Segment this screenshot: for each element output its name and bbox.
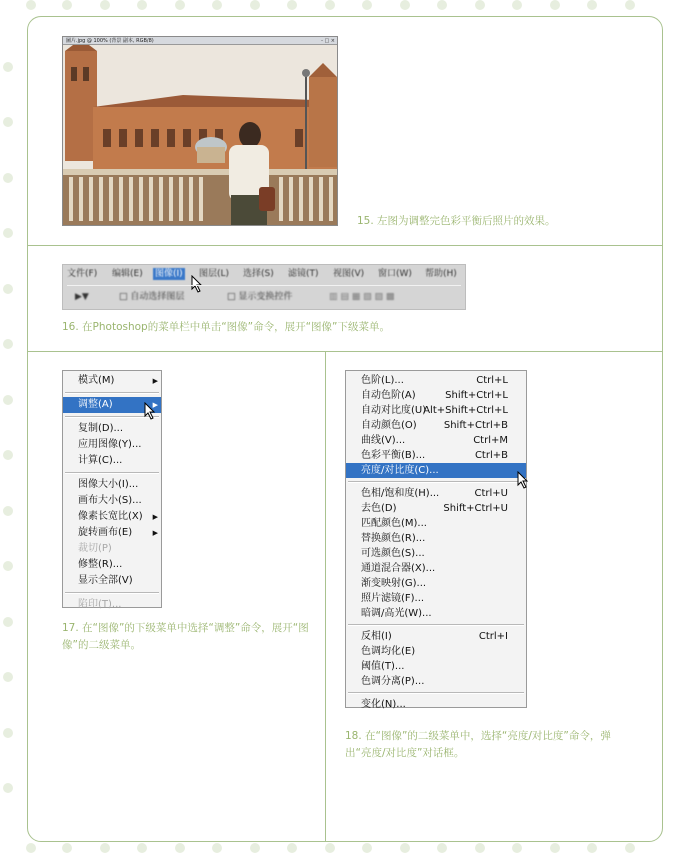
caption-step-15: 15. 左图为调整完色彩平衡后照片的效果。 xyxy=(357,215,556,227)
menu-item[interactable] xyxy=(346,576,526,591)
menu-edit[interactable]: 编辑(E) xyxy=(112,269,143,279)
menu-item-label: 应用图像(Y)... xyxy=(78,439,142,450)
menu-item[interactable] xyxy=(63,525,161,541)
menu-item-label: 渐变映射(G)... xyxy=(361,578,427,589)
menu-item[interactable] xyxy=(346,659,526,674)
menu-item-label: 复制(D)... xyxy=(78,423,124,434)
menu-item[interactable] xyxy=(346,644,526,659)
menu-item[interactable] xyxy=(63,373,161,389)
menu-view[interactable]: 视图(V) xyxy=(333,269,365,279)
move-tool-icon[interactable]: ▶▼ xyxy=(75,292,89,302)
decorative-dots-left xyxy=(0,0,14,854)
menu-item-shortcut: Ctrl+B xyxy=(474,450,508,461)
menu-item-shortcut: Ctrl+L xyxy=(476,375,508,386)
menu-item xyxy=(63,541,161,557)
menu-item-label: 变化(N)... xyxy=(361,699,406,710)
caption-step-16: 16. 在Photoshop的菜单栏中单击“图像”命令，展开“图像”下级菜单。 xyxy=(62,321,390,333)
menu-item-label: 像素长宽比(X) xyxy=(78,511,143,522)
menu-file[interactable]: 文件(F) xyxy=(67,269,98,279)
caption-step-17: 17. 在“图像”的下级菜单中选择“调整”命令，展开“图像”的二级菜单。 xyxy=(62,622,309,651)
submenu-arrow-icon: ▶ xyxy=(152,513,158,521)
menu-item-label: 照片滤镜(F)... xyxy=(361,593,425,604)
menu-separator xyxy=(65,472,159,474)
decorative-dots-bottom xyxy=(0,843,673,853)
menu-item[interactable] xyxy=(63,573,161,589)
menu-item-label: 陷印(T)... xyxy=(78,599,122,610)
menu-item-label: 色调均化(E) xyxy=(361,646,416,657)
menu-item[interactable] xyxy=(346,516,526,531)
menu-item[interactable] xyxy=(346,373,526,388)
align-icons: ▥ ▤ ▦ ▧ ▨ ▩ xyxy=(329,292,395,302)
menu-item[interactable] xyxy=(346,486,526,501)
auto-select-checkbox[interactable]: □ 自动选择图层 xyxy=(119,292,185,302)
menu-item[interactable] xyxy=(346,606,526,621)
menu-item-label: 自动对比度(U) xyxy=(361,405,427,416)
menu-item[interactable] xyxy=(346,591,526,606)
menu-layer[interactable]: 图层(L) xyxy=(199,269,230,279)
menu-separator xyxy=(348,481,524,483)
menu-item-shortcut: Alt+Shift+Ctrl+L xyxy=(423,405,508,416)
menu-separator xyxy=(348,624,524,626)
menu-item[interactable] xyxy=(63,453,161,469)
menu-item[interactable] xyxy=(346,403,526,418)
photo-window-titlebar xyxy=(63,37,337,45)
menu-select[interactable]: 选择(S) xyxy=(243,269,274,279)
photoshop-menubar xyxy=(62,264,466,310)
menu-separator xyxy=(348,692,524,694)
menu-item-label: 色相/饱和度(H)... xyxy=(361,488,440,499)
menu-item xyxy=(63,597,161,613)
mouse-cursor-icon xyxy=(144,402,156,420)
menu-item-label: 旋转画布(E) xyxy=(78,527,133,538)
menu-separator xyxy=(65,392,159,394)
menu-item-label: 色阶(L)... xyxy=(361,375,404,386)
menu-item-shortcut: Shift+Ctrl+B xyxy=(443,420,508,431)
menu-item-shortcut: Ctrl+I xyxy=(478,631,508,642)
show-transform-checkbox[interactable]: □ 显示变换控件 xyxy=(227,292,293,302)
menu-item[interactable] xyxy=(346,674,526,689)
menu-item-label: 自动色阶(A) xyxy=(361,390,416,401)
adjustments-submenu xyxy=(345,370,527,708)
menu-item[interactable] xyxy=(346,546,526,561)
menu-filter[interactable]: 滤镜(T) xyxy=(288,269,319,279)
menu-item[interactable] xyxy=(63,437,161,453)
menu-item-label: 替换颜色(R)... xyxy=(361,533,426,544)
menu-item-label: 曲线(V)... xyxy=(361,435,406,446)
menu-item[interactable] xyxy=(346,697,526,712)
menu-item-label: 显示全部(V) xyxy=(78,575,133,586)
window-controls[interactable]: - □ × xyxy=(321,38,335,44)
menu-item[interactable] xyxy=(63,477,161,493)
menu-item[interactable] xyxy=(63,509,161,525)
menu-item[interactable] xyxy=(346,531,526,546)
options-toolbar xyxy=(67,285,461,308)
menu-item[interactable] xyxy=(63,421,161,437)
menu-item-shortcut: Shift+Ctrl+L xyxy=(445,390,508,401)
menu-item[interactable] xyxy=(346,388,526,403)
menu-item-shortcut: Ctrl+M xyxy=(473,435,508,446)
menu-image[interactable]: 图像(I) xyxy=(155,269,183,279)
menu-item-label: 计算(C)... xyxy=(78,455,123,466)
menu-item-label: 画布大小(S)... xyxy=(78,495,142,506)
menu-item-shortcut: Shift+Ctrl+U xyxy=(443,503,508,514)
menu-item-label: 调整(A) xyxy=(78,399,113,410)
menu-item[interactable] xyxy=(63,557,161,573)
divider-vertical xyxy=(325,351,326,842)
menu-item-label: 自动颜色(O) xyxy=(361,420,417,431)
divider-1 xyxy=(27,245,663,246)
menu-item-label: 阈值(T)... xyxy=(361,661,405,672)
menu-item-label: 模式(M) xyxy=(78,375,115,386)
menu-item-label: 通道混合器(X)... xyxy=(361,563,436,574)
menu-item-shortcut: Ctrl+U xyxy=(474,488,508,499)
menu-item-label: 可选颜色(S)... xyxy=(361,548,425,559)
menu-item-label: 亮度/对比度(C)... xyxy=(361,465,439,476)
menu-item[interactable] xyxy=(63,493,161,509)
photo-image xyxy=(63,37,338,226)
menu-item-label: 匹配颜色(M)... xyxy=(361,518,427,529)
menu-item[interactable] xyxy=(346,418,526,433)
menu-item-label: 裁切(P) xyxy=(78,543,112,554)
menu-item-label: 图像大小(I)... xyxy=(78,479,139,490)
menu-item-label: 色彩平衡(B)... xyxy=(361,450,426,461)
menu-item-label: 去色(D) xyxy=(361,503,397,514)
submenu-arrow-icon: ▶ xyxy=(152,377,158,385)
caption-step-18: 18. 在“图像”的二级菜单中，选择“亮度/对比度”命令，弹出“亮度/对比度”对话框。 xyxy=(345,730,611,759)
menu-separator xyxy=(65,592,159,594)
photo-window-title: 圖片.jpg @ 100% (背景 副本, RGB/8) xyxy=(66,38,154,44)
menu-item[interactable] xyxy=(346,501,526,516)
menu-item[interactable] xyxy=(346,433,526,448)
menu-item[interactable] xyxy=(346,629,526,644)
menu-item[interactable] xyxy=(346,561,526,576)
menu-item-label: 反相(I) xyxy=(361,631,392,642)
menu-item[interactable] xyxy=(346,463,526,478)
photo-window xyxy=(62,36,338,226)
submenu-arrow-icon: ▶ xyxy=(152,401,158,409)
menu-item-label: 色调分离(P)... xyxy=(361,676,425,687)
menu-item[interactable] xyxy=(346,448,526,463)
menu-help[interactable]: 帮助(H) xyxy=(425,269,457,279)
menu-item-label: 修整(R)... xyxy=(78,559,123,570)
menu-item-label: 暗调/高光(W)... xyxy=(361,608,432,619)
menu-window[interactable]: 窗口(W) xyxy=(378,269,412,279)
divider-2 xyxy=(27,351,663,352)
submenu-arrow-icon: ▶ xyxy=(152,529,158,537)
decorative-dots-top xyxy=(0,0,673,10)
mouse-cursor-icon xyxy=(517,471,529,489)
